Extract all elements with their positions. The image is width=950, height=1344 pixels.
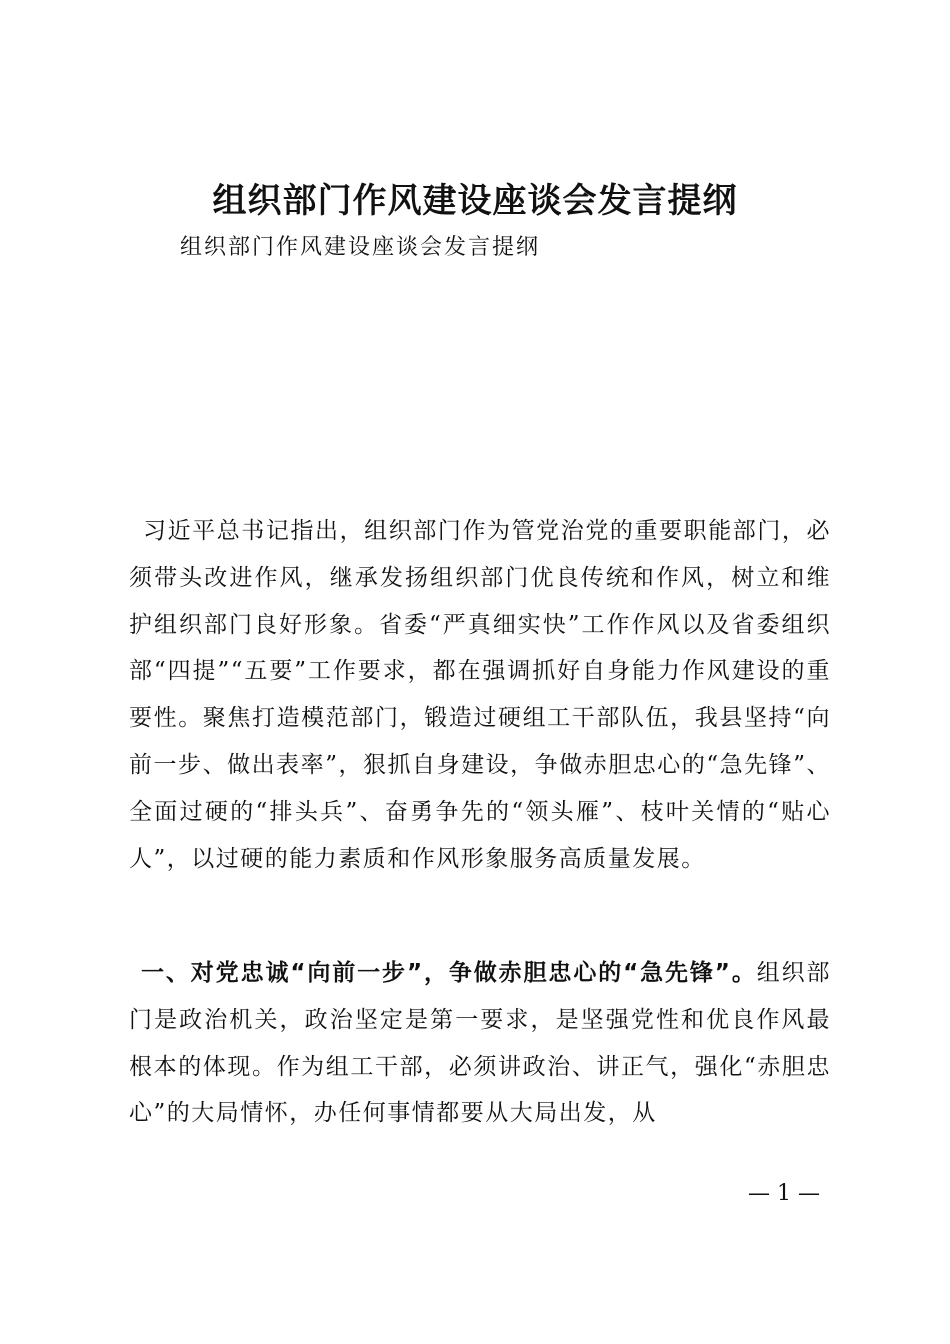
document-title: 组织部门作风建设座谈会发言提纲: [212, 181, 738, 221]
section-1-paragraph: [129, 950, 831, 1137]
document-subtitle: 组织部门作风建设座谈会发言提纲: [180, 235, 541, 260]
section-1-heading: 一、对党忠诚“向前一步”，争做赤胆忠心的“急先锋”。: [141, 960, 757, 986]
section-1-text: 组织部门是政治机关，政治坚定是第一要求，是坚强党性和优良作风最根本的体现。作为组工干部，必须讲政治、讲正气，强化“赤胆忠心”的大局情怀，办任何事情都要从大局出发，从: [129, 960, 832, 1127]
intro-paragraph: 习近平总书记指出，组织部门作为管党治党的重要职能部门，必须带头改进作风，继承发扬组织部门优良传统和作风，树立和维护组织部门良好形象。省委“严真细实快”工作作风以及省委组织部“四提”“五要”工作要求，都在强调抓好自身能力作风建设的重要性。聚焦打造模范部门，锻造过硬组工干部队伍，我县坚持“向前一步、做出表率”，狠抓自身建设，争做赤胆忠心的“急先锋”、全面过硬的“排头兵”、奋勇争先的“领头雁”、枝叶关情的“贴心人”，以过硬的能力素质和作风形象服务高质量发展。: [129, 518, 831, 872]
page-number: — 1 —: [748, 1181, 820, 1206]
